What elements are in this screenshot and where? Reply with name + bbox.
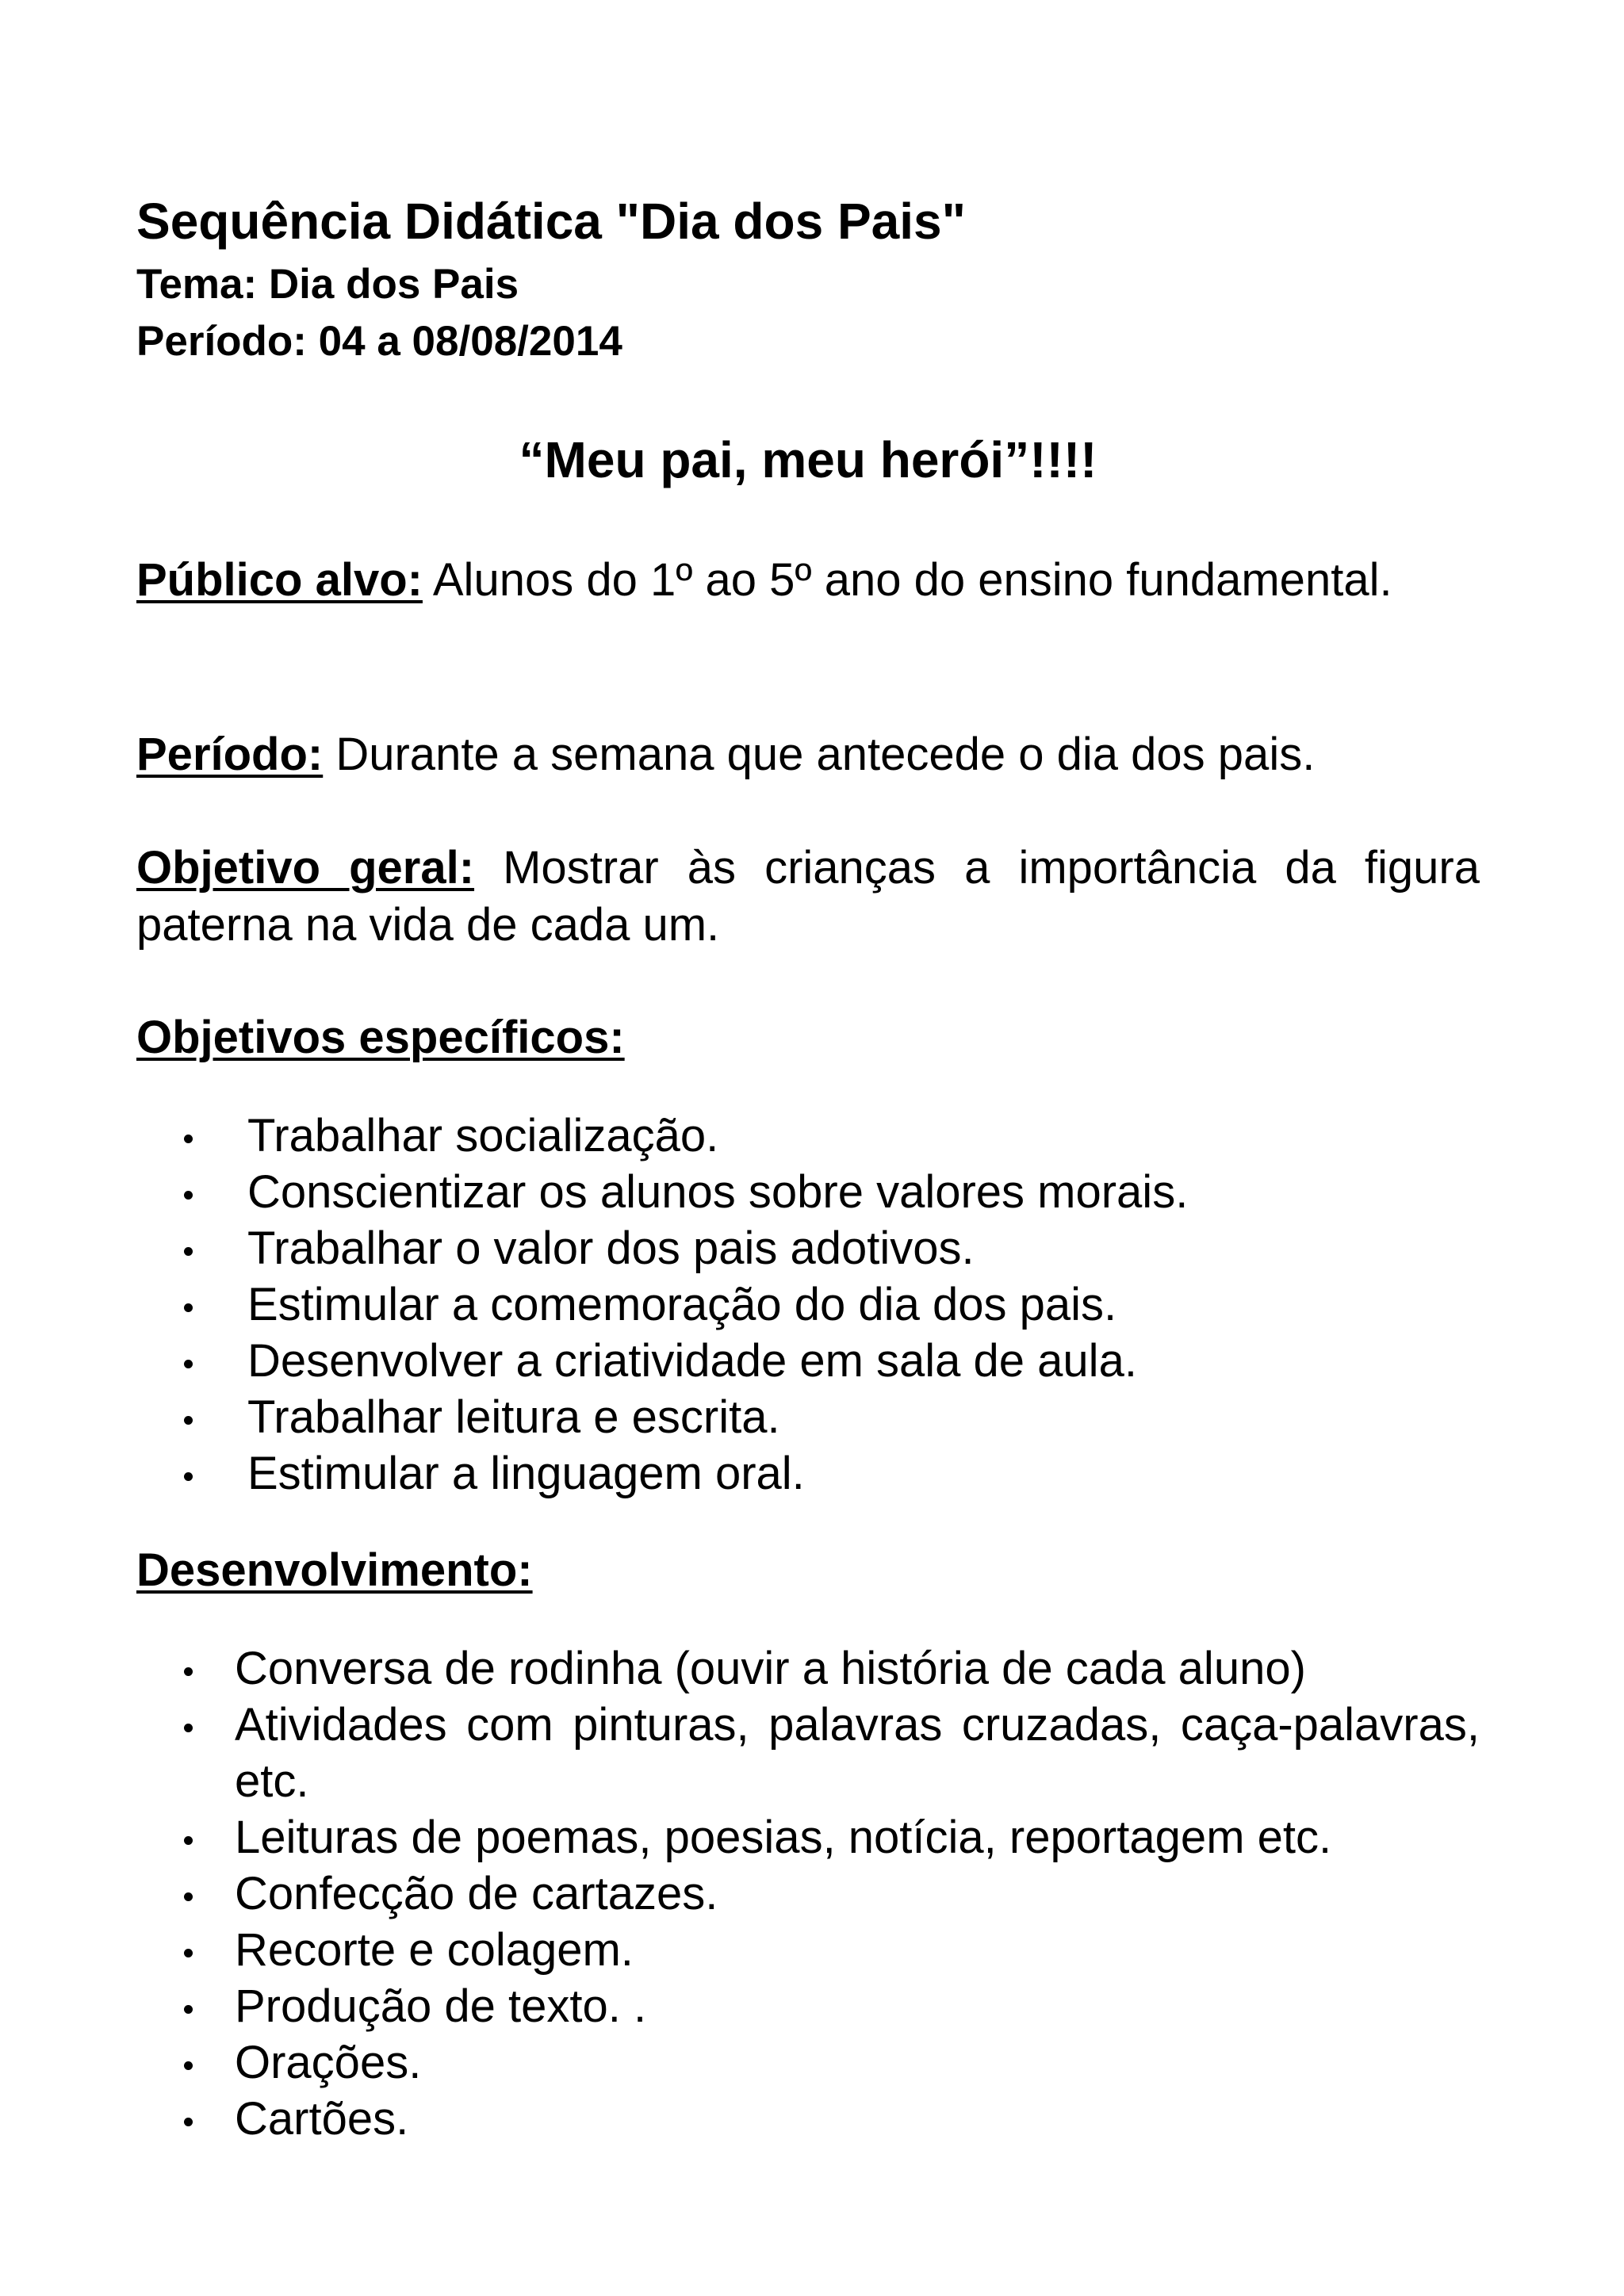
development-heading: Desenvolvimento: [136, 1544, 533, 1596]
list-item-text: Estimular a linguagem oral. [247, 1448, 805, 1499]
period-text: Durante a semana que antecede o dia dos pais. [323, 729, 1316, 780]
bullet-icon [184, 1724, 193, 1732]
list-item-text: Trabalhar o valor dos pais adotivos. [247, 1223, 975, 1274]
list-item [136, 2091, 1480, 2147]
bullet-icon [184, 2061, 193, 2070]
list-item-text: Produção de texto. . [235, 1980, 647, 2032]
list-item [136, 1108, 1480, 1164]
list-item [136, 1697, 1480, 1809]
specific-goals-heading: Objetivos específicos: [136, 1012, 625, 1063]
list-item-text: Desenvolver a criatividade em sala de aula. [247, 1335, 1137, 1387]
list-item-text: Trabalhar socialização. [247, 1110, 719, 1161]
bullet-icon [184, 1836, 193, 1845]
list-item [136, 1164, 1480, 1220]
general-goal-text: Mostrar às crianças a importância da figura paterna na vida de cada um. [136, 842, 1480, 951]
list-item-text: Conscientizar os alunos sobre valores morais. [247, 1166, 1189, 1218]
list-item-text: Atividades com pinturas, palavras cruzadas, caça-palavras, etc. [235, 1699, 1480, 1807]
list-item-text: Confecção de cartazes. [235, 1868, 718, 1919]
subtitle: “Meu pai, meu herói”!!!! [519, 431, 1097, 488]
bullet-icon [184, 1191, 193, 1200]
bullet-icon [184, 1416, 193, 1425]
bullet-icon [184, 1892, 193, 1901]
period-label: Período: [136, 729, 324, 780]
list-item [136, 1866, 1480, 1922]
bullet-icon [184, 1247, 193, 1256]
list-item-text: Cartões. [235, 2093, 409, 2145]
list-item-text: Orações. [235, 2037, 422, 2088]
bullet-icon [184, 1667, 193, 1676]
document-title: Sequência Didática "Dia dos Pais" [136, 193, 966, 250]
list-item [136, 1445, 1480, 1502]
general-goal-paragraph [136, 840, 1480, 954]
development-list [136, 1640, 1480, 2147]
list-item-text: Recorte e colagem. [235, 1924, 634, 1976]
list-item-text: Conversa de rodinha (ouvir a história de cada aluno) [235, 1643, 1306, 1694]
list-item [136, 2034, 1480, 2091]
audience-text: Alunos do 1º ao 5º ano do ensino fundamental. [422, 554, 1392, 606]
list-item-text: Trabalhar leitura e escrita. [247, 1391, 780, 1443]
list-item-text: Estimular a comemoração do dia dos pais. [247, 1279, 1117, 1330]
period-paragraph [136, 726, 1480, 783]
list-item [136, 1640, 1480, 1697]
bullet-icon [184, 1135, 193, 1143]
bullet-icon [184, 1949, 193, 1957]
list-item [136, 1389, 1480, 1445]
bullet-icon [184, 1360, 193, 1368]
theme-line: Tema: Dia dos Pais [136, 261, 519, 308]
period-line: Período: 04 a 08/08/2014 [136, 318, 622, 365]
list-item [136, 1922, 1480, 1978]
list-item [136, 1978, 1480, 2034]
bullet-icon [184, 2118, 193, 2126]
general-goal-label: Objetivo geral: [136, 842, 475, 894]
bullet-icon [184, 2005, 193, 2014]
list-item [136, 1276, 1480, 1333]
audience-paragraph [136, 552, 1480, 609]
specific-goals-list [136, 1108, 1480, 1502]
audience-label: Público alvo: [136, 554, 423, 606]
list-item [136, 1220, 1480, 1276]
document-page [136, 0, 1480, 2296]
bullet-icon [184, 1472, 193, 1481]
bullet-icon [184, 1303, 193, 1312]
list-item [136, 1333, 1480, 1389]
list-item [136, 1809, 1480, 1866]
list-item-text: Leituras de poemas, poesias, notícia, reportagem etc. [235, 1812, 1332, 1863]
